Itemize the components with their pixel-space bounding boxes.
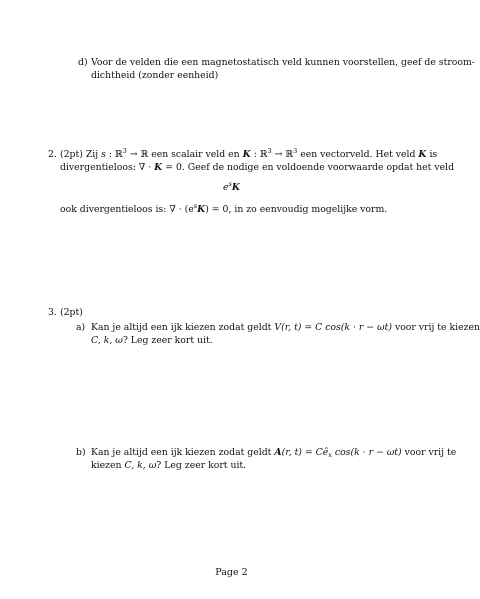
math-expression: C, k, ω bbox=[91, 335, 123, 346]
text-span: = 0. Geef de nodige en voldoende voorwaarde opdat het veld bbox=[162, 162, 455, 173]
question-1d-label: d) bbox=[78, 57, 88, 68]
math-exp: s bbox=[193, 202, 198, 210]
math-var: K bbox=[242, 149, 251, 160]
math-var: K bbox=[231, 182, 240, 193]
question-3a-line2 bbox=[91, 334, 213, 347]
math-expression: C, k, ω bbox=[124, 460, 157, 471]
math-var: K bbox=[154, 162, 163, 173]
text-span: kiezen bbox=[91, 460, 125, 471]
question-1d-line1: Voor de velden die een magnetostatisch veld kunnen voorstellen, geef de stroom- bbox=[91, 57, 475, 68]
question-3a-line1 bbox=[91, 321, 480, 334]
question-3b-label: b) bbox=[76, 447, 86, 458]
text-span: ? Leg zeer kort uit. bbox=[156, 460, 247, 471]
text-span: → ℝ bbox=[271, 149, 294, 160]
text-span: : ℝ bbox=[105, 149, 123, 160]
math-exp: 3 bbox=[293, 147, 298, 155]
math-var: K bbox=[418, 149, 427, 160]
text-span: is bbox=[426, 149, 438, 160]
text-span: divergentieloos: ∇ · bbox=[60, 162, 155, 173]
math-var: e bbox=[223, 182, 229, 193]
math-exp: 3 bbox=[122, 147, 127, 155]
math-exp: 3 bbox=[267, 147, 272, 155]
question-2-line2 bbox=[60, 161, 454, 174]
text-span: ? Leg zeer kort uit. bbox=[122, 335, 213, 346]
page-number: Page 2 bbox=[215, 567, 248, 578]
text-span: → ℝ een scalair veld en bbox=[126, 149, 243, 160]
question-2-line1 bbox=[60, 148, 437, 161]
math-var: K bbox=[197, 204, 206, 215]
question-3-number: 3. bbox=[48, 307, 57, 318]
text-span: Kan je altijd een ijk kiezen zodat geldt bbox=[91, 447, 275, 458]
question-3-points: (2pt) bbox=[60, 307, 83, 318]
math-sub: x bbox=[328, 451, 332, 459]
math-var: V bbox=[274, 322, 282, 333]
text-span: : ℝ bbox=[250, 149, 268, 160]
question-2-line3 bbox=[60, 203, 387, 216]
question-2-display-formula bbox=[0, 181, 463, 194]
math-var: A bbox=[274, 447, 282, 458]
math-exp: s bbox=[228, 180, 232, 188]
question-2-number: 2. bbox=[48, 149, 57, 160]
math-var: s bbox=[101, 149, 106, 160]
question-3b-line2 bbox=[91, 459, 246, 472]
math-expression: (r, t) = Cê bbox=[281, 447, 329, 458]
question-1d-line2: dichtheid (zonder eenheid) bbox=[91, 70, 219, 81]
text-span: Kan je altijd een ijk kiezen zodat geldt bbox=[91, 322, 275, 333]
text-span: voor vrij te bbox=[401, 447, 457, 458]
text-span: ) = 0, in zo eenvoudig mogelijke vorm. bbox=[205, 204, 388, 215]
question-3a-label: a) bbox=[76, 322, 86, 333]
text-span: ook divergentieloos is: ∇ · (e bbox=[60, 204, 194, 215]
text-span: voor vrij te kiezen bbox=[392, 322, 480, 333]
question-2-points: (2pt) bbox=[60, 149, 83, 160]
math-expression: cos(k · r − ωt) bbox=[331, 447, 402, 458]
text-span: Zij bbox=[85, 149, 102, 160]
question-3b-line1 bbox=[91, 446, 456, 459]
text-span: een vectorveld. Het veld bbox=[297, 149, 419, 160]
math-expression: (r, t) = C cos(k · r − ωt) bbox=[281, 322, 392, 333]
